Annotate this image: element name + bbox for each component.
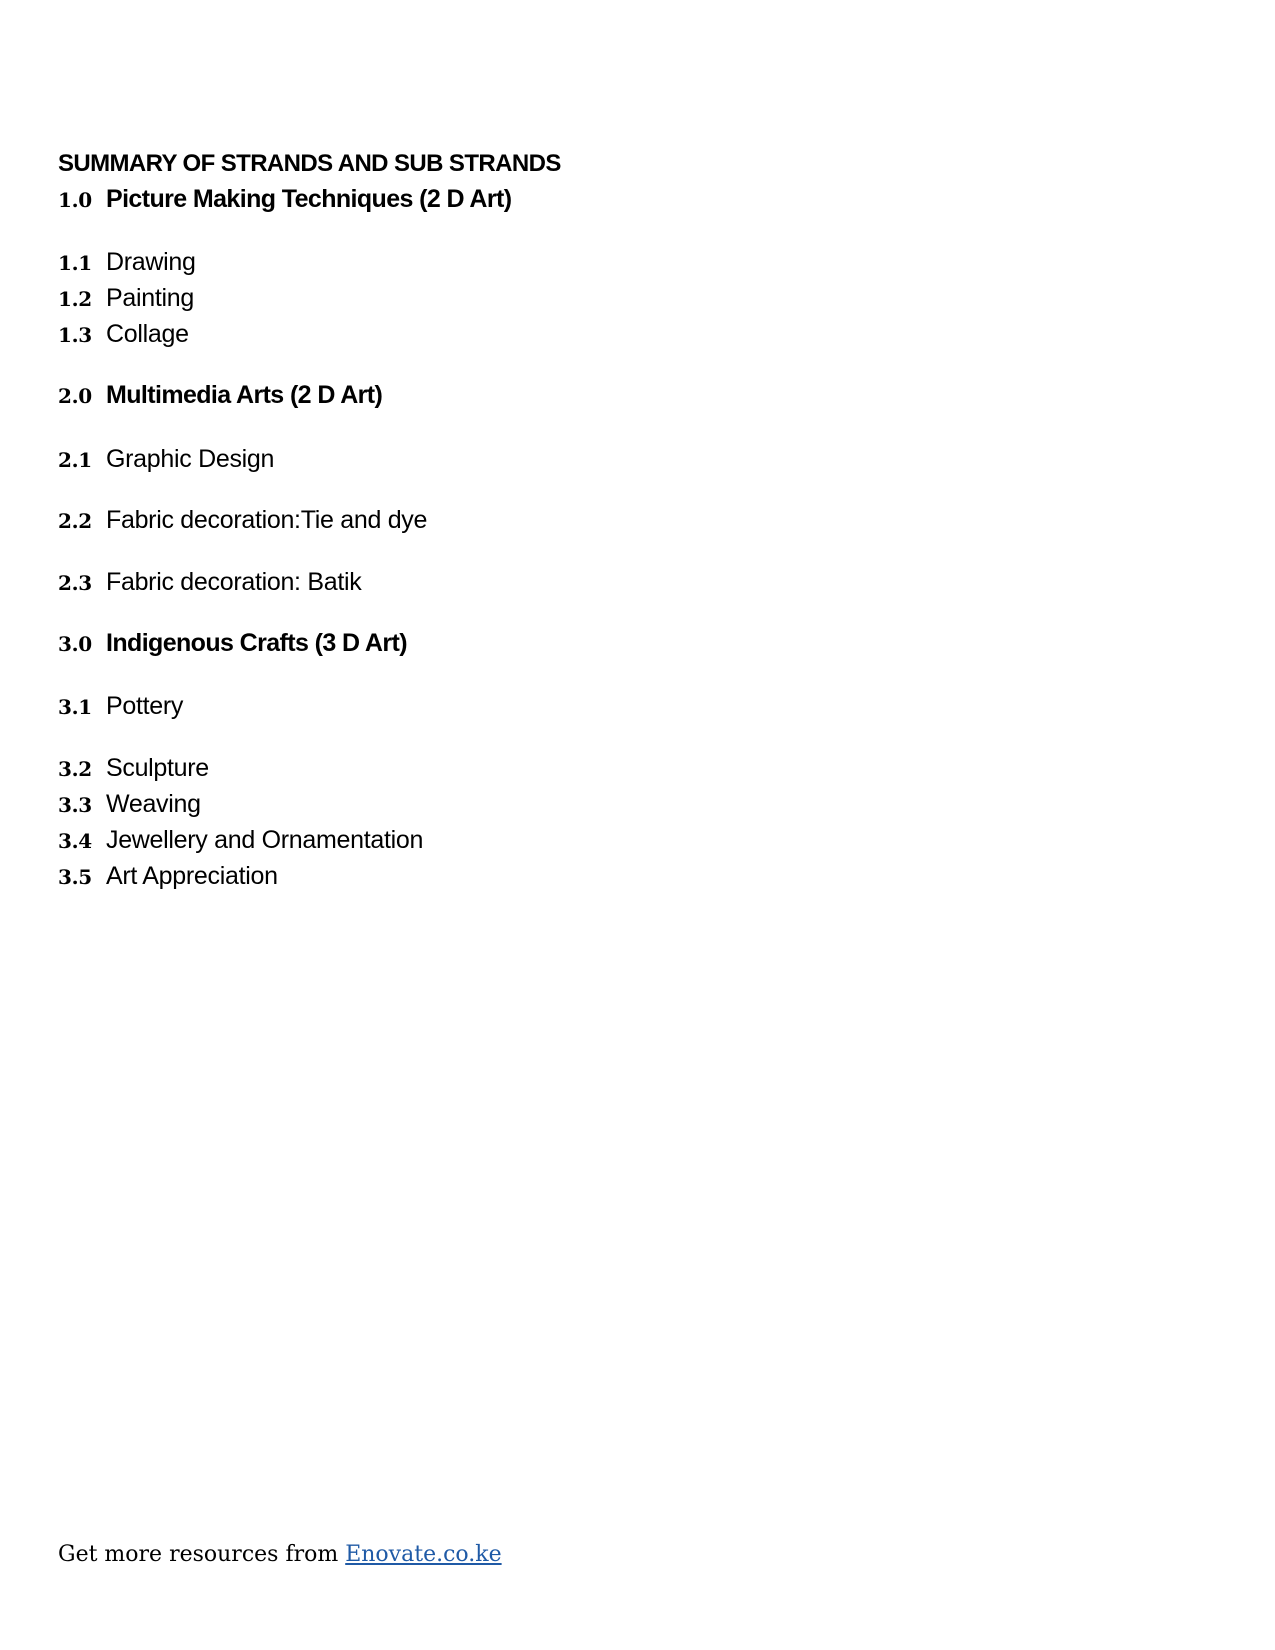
sub-strand-item bbox=[58, 506, 427, 535]
strand-number: 1.0 bbox=[58, 188, 92, 212]
strand-title: Picture Making Techniques (2 D Art) bbox=[106, 185, 512, 213]
sub-strand-title: Jewellery and Ornamentation bbox=[106, 826, 424, 854]
sub-strand-item bbox=[58, 248, 196, 277]
page-title: SUMMARY OF STRANDS AND SUB STRANDS bbox=[58, 150, 561, 177]
sub-strand-number: 3.4 bbox=[58, 829, 92, 853]
sub-strand-title: Fabric decoration:Tie and dye bbox=[106, 506, 428, 534]
strand-title: Multimedia Arts (2 D Art) bbox=[106, 381, 383, 409]
strand-number: 3.0 bbox=[58, 632, 92, 656]
sub-strand-item bbox=[58, 568, 361, 597]
sub-strand-item bbox=[58, 445, 274, 474]
sub-strand-item bbox=[58, 320, 189, 349]
strand-number: 2.0 bbox=[58, 384, 92, 408]
sub-strand-number: 1.2 bbox=[58, 287, 92, 311]
sub-strand-item bbox=[58, 754, 209, 783]
footer-note bbox=[58, 1542, 502, 1567]
sub-strand-number: 3.5 bbox=[58, 865, 92, 889]
sub-strand-title: Sculpture bbox=[106, 754, 209, 782]
sub-strand-item bbox=[58, 862, 278, 891]
enovate-link[interactable]: Enovate.co.ke bbox=[345, 1542, 502, 1567]
sub-strand-number: 3.1 bbox=[58, 695, 92, 719]
sub-strand-title: Pottery bbox=[106, 692, 184, 720]
sub-strand-title: Painting bbox=[106, 284, 194, 312]
sub-strand-item bbox=[58, 284, 194, 313]
sub-strand-title: Fabric decoration: Batik bbox=[106, 568, 362, 596]
sub-strand-number: 1.1 bbox=[58, 251, 92, 275]
strand-title: Indigenous Crafts (3 D Art) bbox=[106, 629, 407, 657]
strand-heading-3 bbox=[58, 629, 407, 658]
sub-strand-number: 3.2 bbox=[58, 757, 92, 781]
sub-strand-title: Collage bbox=[106, 320, 189, 348]
sub-strand-number: 3.3 bbox=[58, 793, 92, 817]
sub-strand-title: Drawing bbox=[106, 248, 196, 276]
sub-strand-item bbox=[58, 692, 183, 721]
sub-strand-title: Art Appreciation bbox=[106, 862, 278, 890]
sub-strand-number: 2.3 bbox=[58, 571, 92, 595]
sub-strand-number: 2.1 bbox=[58, 448, 92, 472]
strand-heading-2 bbox=[58, 381, 382, 410]
footer-text: Get more resources from bbox=[58, 1542, 346, 1567]
sub-strand-title: Graphic Design bbox=[106, 445, 275, 473]
sub-strand-title: Weaving bbox=[106, 790, 201, 818]
sub-strand-number: 1.3 bbox=[58, 323, 92, 347]
sub-strand-number: 2.2 bbox=[58, 509, 92, 533]
sub-strand-item bbox=[58, 826, 423, 855]
strand-heading-1 bbox=[58, 185, 511, 214]
sub-strand-item bbox=[58, 790, 201, 819]
